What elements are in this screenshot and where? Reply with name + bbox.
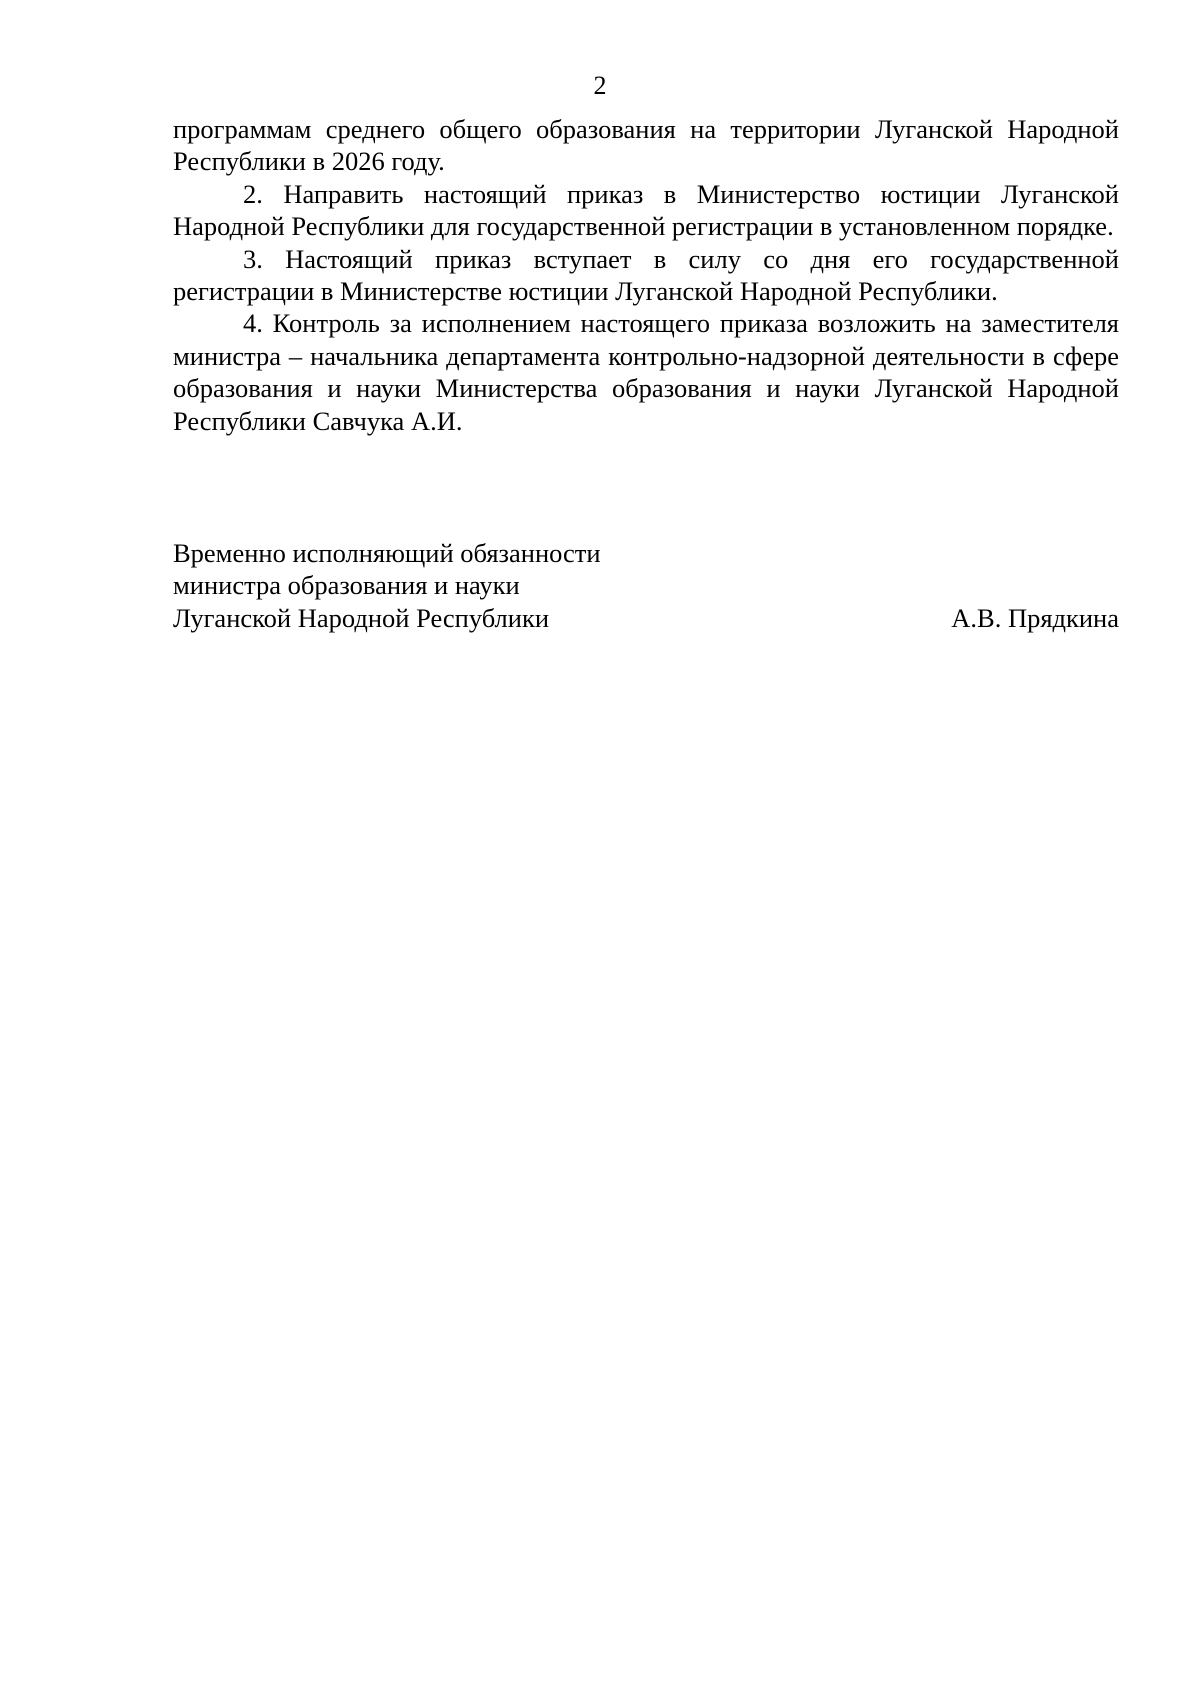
paragraph-item-3: 3. Настоящий приказ вступает в силу со дня его государственной регистрации в Министерстве юстиции Луганской Народной Республики. — [173, 243, 1119, 307]
signatory-position-line-1: Временно исполняющий обязанности — [173, 538, 601, 568]
paragraph-continuation: программам среднего общего образования на территории Луганской Народной Республики в 2026 году. — [173, 114, 1119, 177]
signatory-position-line-3: Луганской Народной Республики — [173, 602, 550, 633]
paragraph-item-4: 4. Контроль за исполнением настоящего приказа возложить на заместителя министра – начальника департамента контрольно-надзорной деятельности в сфере образования и науки Министерства образования и науки Луганской Народной Республики Савчука А.И. — [173, 308, 1119, 436]
paragraph-item-2: 2. Направить настоящий приказ в Министерство юстиции Луганской Народной Республики для государственной регистрации в установленном порядке. — [173, 178, 1119, 242]
page-number: 2 — [593, 71, 607, 100]
document-body — [173, 113, 1119, 437]
signature-last-row — [173, 602, 1119, 634]
signatory-name: А.В. Прядкина — [951, 602, 1119, 633]
signature-block — [173, 537, 1119, 634]
signatory-position-line-2: министра образования и науки — [173, 570, 520, 601]
